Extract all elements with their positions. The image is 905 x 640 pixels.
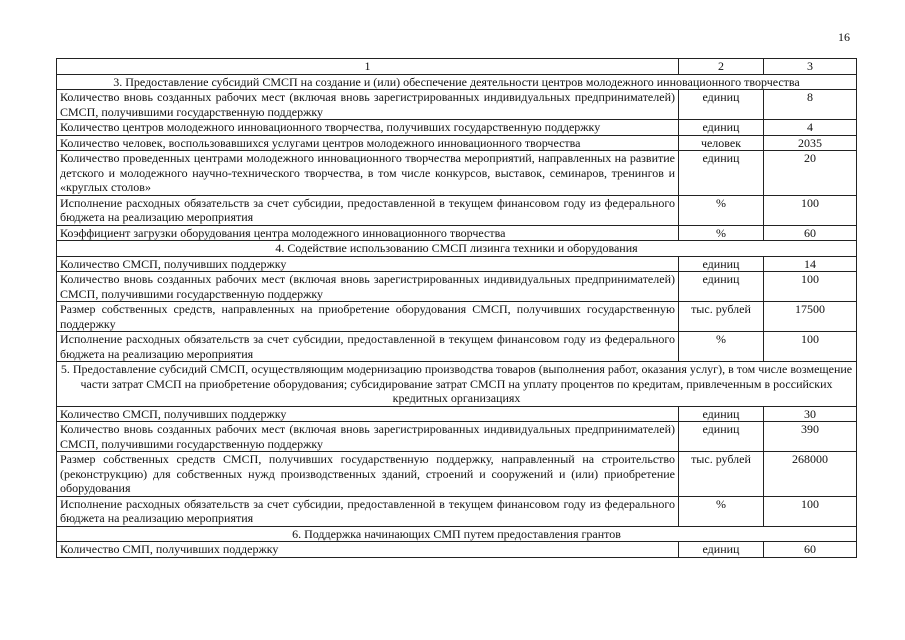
unit-cell: тыс. рублей [679, 452, 764, 497]
section-title: 3. Предоставление субсидий СМСП на создание и (или) обеспечение деятельности центров молодежного инновационного творчества [57, 74, 857, 90]
indicator-name: Количество человек, воспользовавшихся услугами центров молодежного инновационного творчества [57, 135, 679, 151]
page-number: 16 [838, 30, 850, 44]
value-cell: 20 [764, 151, 857, 196]
section-title: 6. Поддержка начинающих СМП путем предоставления грантов [57, 526, 857, 542]
indicator-name: Исполнение расходных обязательств за счет субсидии, предоставленной в текущем финансовом году из федерального бюджета на реализацию мероприятия [57, 195, 679, 225]
value-cell: 17500 [764, 302, 857, 332]
unit-cell: единиц [679, 90, 764, 120]
section-row [57, 526, 857, 542]
table-row [57, 225, 857, 241]
unit-cell: тыс. рублей [679, 302, 764, 332]
indicator-name: Количество вновь созданных рабочих мест (включая вновь зарегистрированных индивидуальных предпринимателей) СМСП, получившими государственную поддержку [57, 90, 679, 120]
indicator-name: Количество СМСП, получивших поддержку [57, 406, 679, 422]
section-title: 4. Содействие использованию СМСП лизинга техники и оборудования [57, 241, 857, 257]
header-col-1: 1 [57, 59, 679, 75]
table-row [57, 542, 857, 558]
value-cell: 100 [764, 195, 857, 225]
indicator-name: Количество СМСП, получивших поддержку [57, 256, 679, 272]
indicator-name: Размер собственных средств СМСП, получивших государственную поддержку, направленный на строительство (реконструкцию) для собственных нужд производственных зданий, строений и сооружений и (или) приобретение оборудования [57, 452, 679, 497]
table-row [57, 272, 857, 302]
table-row [57, 422, 857, 452]
section-row [57, 74, 857, 90]
value-cell: 100 [764, 272, 857, 302]
value-cell: 14 [764, 256, 857, 272]
unit-cell: человек [679, 135, 764, 151]
indicator-name: Коэффициент загрузки оборудования центра молодежного инновационного творчества [57, 225, 679, 241]
value-cell: 100 [764, 332, 857, 362]
unit-cell: единиц [679, 120, 764, 136]
value-cell: 30 [764, 406, 857, 422]
table-row [57, 120, 857, 136]
table-row [57, 135, 857, 151]
unit-cell: единиц [679, 422, 764, 452]
unit-cell: единиц [679, 256, 764, 272]
unit-cell: единиц [679, 151, 764, 196]
indicator-name: Размер собственных средств, направленных на приобретение оборудования СМСП, получивших государственную поддержку [57, 302, 679, 332]
indicator-name: Исполнение расходных обязательств за счет субсидии, предоставленной в текущем финансовом году из федерального бюджета на реализацию мероприятия [57, 496, 679, 526]
unit-cell: % [679, 496, 764, 526]
table-row [57, 332, 857, 362]
value-cell: 390 [764, 422, 857, 452]
indicator-name: Исполнение расходных обязательств за счет субсидии, предоставленной в текущем финансовом году из федерального бюджета на реализацию мероприятия [57, 332, 679, 362]
unit-cell: единиц [679, 406, 764, 422]
value-cell: 268000 [764, 452, 857, 497]
indicator-name: Количество вновь созданных рабочих мест (включая вновь зарегистрированных индивидуальных предпринимателей) СМСП, получившими государственную поддержку [57, 422, 679, 452]
unit-cell: % [679, 332, 764, 362]
unit-cell: единиц [679, 542, 764, 558]
table-row [57, 195, 857, 225]
value-cell: 100 [764, 496, 857, 526]
value-cell: 4 [764, 120, 857, 136]
header-col-2: 2 [679, 59, 764, 75]
table-row [57, 406, 857, 422]
table-row [57, 452, 857, 497]
value-cell: 60 [764, 542, 857, 558]
indicator-name: Количество проведенных центрами молодежного инновационного творчества мероприятий, направленных на развитие детского и молодежного научно-технического творчества, в том числе конкурсов, выставок, семинаров, тренингов и «круглых столов» [57, 151, 679, 196]
unit-cell: % [679, 225, 764, 241]
value-cell: 60 [764, 225, 857, 241]
section-row [57, 362, 857, 407]
indicator-name: Количество СМП, получивших поддержку [57, 542, 679, 558]
value-cell: 2035 [764, 135, 857, 151]
header-row [57, 59, 857, 75]
table-row [57, 302, 857, 332]
indicator-name: Количество центров молодежного инновационного творчества, получивших государственную поддержку [57, 120, 679, 136]
table-row [57, 90, 857, 120]
table-row [57, 151, 857, 196]
section-title: 5. Предоставление субсидий СМСП, осуществляющим модернизацию производства товаров (выполнения работ, оказания услуг), в том числе возмещение части затрат СМСП на приобретение оборудования; субсидирование затрат СМСП на уплату процентов по кредитам, привлеченным в российских кредитных организациях [57, 362, 857, 407]
value-cell: 8 [764, 90, 857, 120]
section-row [57, 241, 857, 257]
header-col-3: 3 [764, 59, 857, 75]
unit-cell: % [679, 195, 764, 225]
indicator-name: Количество вновь созданных рабочих мест (включая вновь зарегистрированных индивидуальных предпринимателей) СМСП, получившими государственную поддержку [57, 272, 679, 302]
indicators-table [56, 58, 857, 558]
table-row [57, 496, 857, 526]
unit-cell: единиц [679, 272, 764, 302]
table-row [57, 256, 857, 272]
